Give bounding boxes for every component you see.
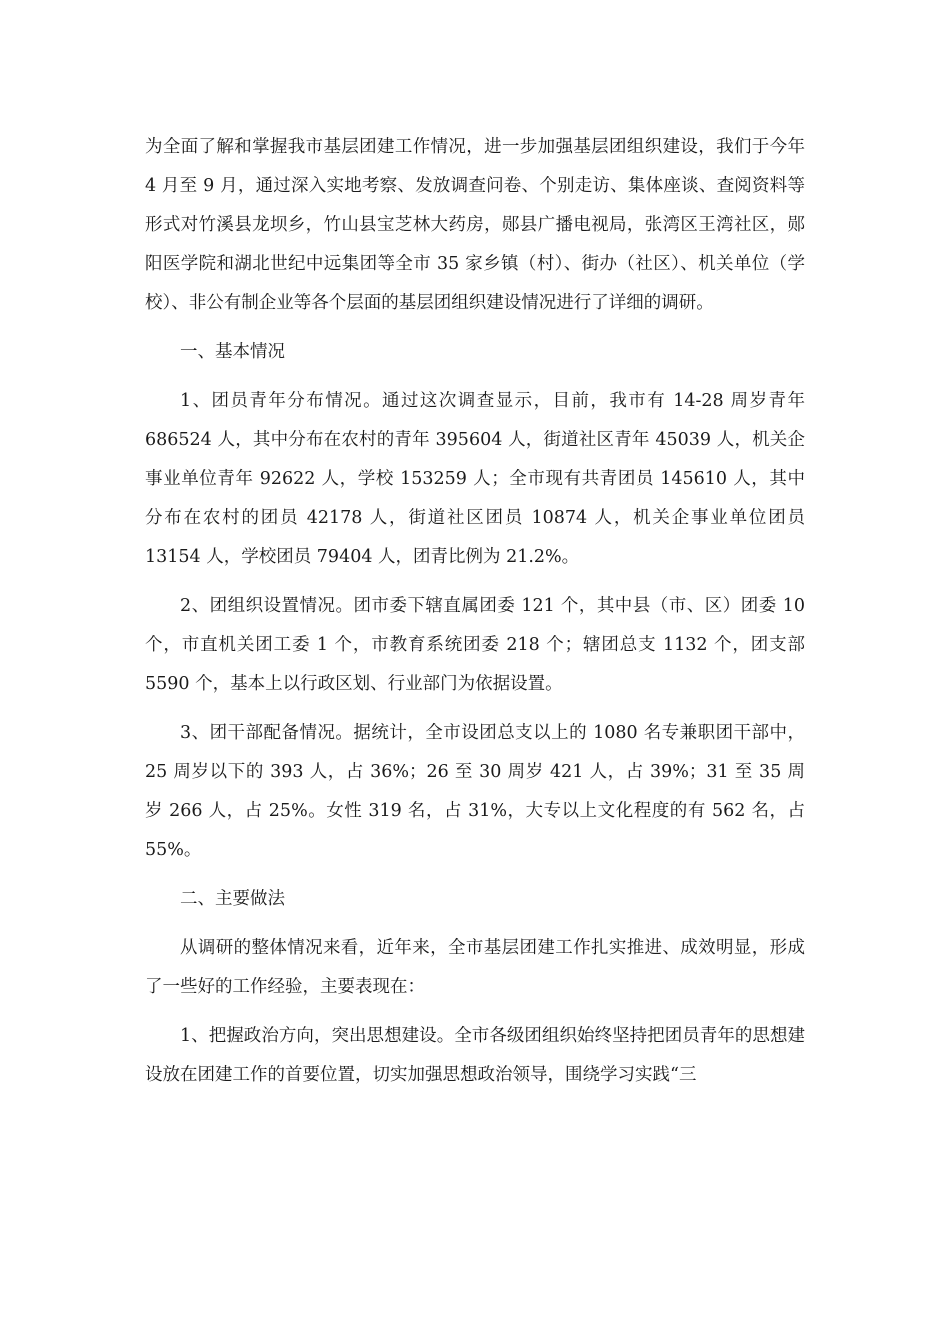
paragraph-cadre-staffing: 3、团干部配备情况。据统计，全市设团总支以上的 1080 名专兼职团干部中，25 周岁以下的 393 人，占 36%；26 至 30 周岁 421 人，占 39%；31 至 35 周岁 266 人，占 25%。女性 319 名，占 31%，大专以上文化程度的有 562 名，占 55%。	[145, 723, 805, 860]
paragraph-political-direction: 1、把握政治方向，突出思想建设。全市各级团组织始终坚持把团员青年的思想建设放在团建工作的首要位置，切实加强思想政治领导，围绕学习实践“三	[145, 1026, 805, 1085]
intro-paragraph: 为全面了解和掌握我市基层团建工作情况，进一步加强基层团组织建设，我们于今年 4 月至 9 月，通过深入实地考察、发放调查问卷、个别走访、集体座谈、查阅资料等形式对竹溪县龙坝乡，竹山县宝芝林大药房，郧县广播电视局，张湾区王湾社区，郧阳医学院和湖北世纪中远集团等全市 35 家乡镇（村）、街办（社区）、机关单位（学校）、非公有制企业等各个层面的基层团组织建设情况进行了详细的调研。	[145, 137, 805, 313]
section-heading-basic-situation: 一、基本情况	[180, 342, 285, 362]
paragraph-youth-distribution: 1、团员青年分布情况。通过这次调查显示，目前，我市有 14-28 周岁青年 686524 人，其中分布在农村的青年 395604 人，街道社区青年 45039 人，机关企事业单位青年 92622 人，学校 153259 人；全市现有共青团员 145610 人，其中分布在农村的团员 42178 人，街道社区团员 10874 人，机关企事业单位团员 13154 人，学校团员 79404 人，团青比例为 21.2%。	[145, 391, 805, 567]
paragraph-overall-findings: 从调研的整体情况来看，近年来，全市基层团建工作扎实推进、成效明显，形成了一些好的工作经验，主要表现在：	[145, 938, 805, 997]
paragraph-organization-setup: 2、团组织设置情况。团市委下辖直属团委 121 个，其中县（市、区）团委 10 个，市直机关团工委 1 个，市教育系统团委 218 个；辖团总支 1132 个，团支部 5590 个，基本上以行政区划、行业部门为依据设置。	[145, 596, 805, 694]
document-body	[145, 128, 805, 1105]
section-heading-main-practices: 二、主要做法	[180, 889, 285, 909]
